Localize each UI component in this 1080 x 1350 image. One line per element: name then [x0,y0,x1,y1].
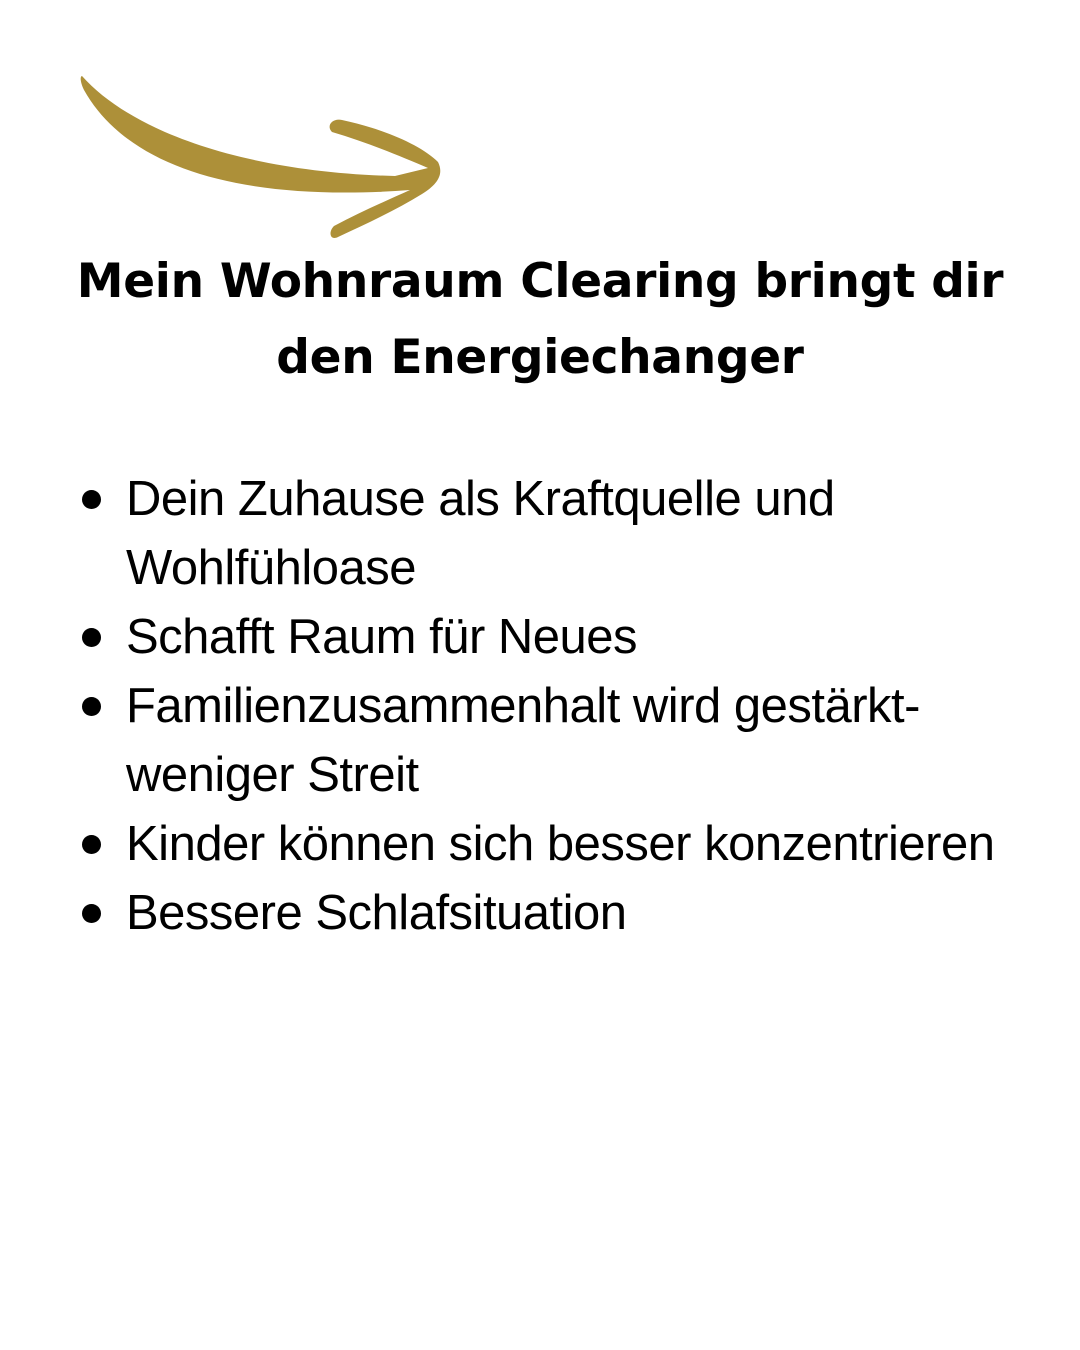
benefit-text: Schafft Raum für Neues [126,610,638,664]
benefit-list [0,465,1060,948]
headline-line-2: den Energiechanger [276,330,804,385]
benefit-item-space [0,603,1060,672]
bullet-icon [82,904,101,923]
headline [40,244,1040,396]
curved-arrow-icon [70,60,460,255]
benefit-text: Kinder können sich besser konzentrieren [126,817,995,871]
benefit-item-sleep [0,879,1060,948]
bullet-icon [82,490,101,509]
headline-line-1: Mein Wohnraum Clearing bringt dir [76,254,1004,309]
bullet-icon [82,697,101,716]
bullet-icon [82,835,101,854]
benefit-item-children [0,810,1060,879]
benefit-item-family [0,672,1060,810]
benefit-text: Bessere Schlafsituation [126,886,627,940]
bullet-icon [82,628,101,647]
benefit-text: Familienzusammenhalt wird gestärkt- weniger Streit [126,679,920,802]
benefit-item-home [0,465,1060,603]
benefit-text: Dein Zuhause als Kraftquelle und Wohlfühloase [126,472,835,595]
